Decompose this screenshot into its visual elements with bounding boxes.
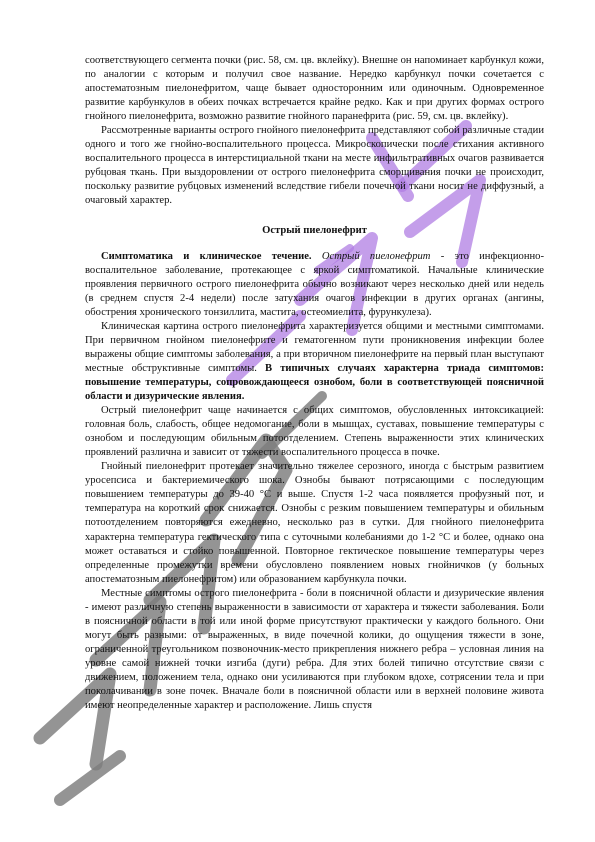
document-page <box>85 54 544 713</box>
section-heading: Острый пиелонефрит <box>262 224 367 236</box>
paragraph-symptoms-text: - это инфекционно-воспалительное заболевание, протекающее с яркой симптоматикой. Начальные клинические проявления первичного острого пиелонефрита обычно возникают через несколько дней или недель (в среднем спустя 2-4 недели) после затухания очагов инфекции в других органах (ангины, обострения хронического тонзиллита, мастита, остеомиелита, фурункулеза). <box>85 250 544 318</box>
paragraph-variants: Рассмотренные варианты острого гнойного пиелонефрита представляют собой различные стадии одного и того же гнойно-воспалительного процесса. Микроскопически после стихания активного воспалительного процесса в интерстициальной ткани на месте инфильтративных очагов развивается рубцовая ткань. При выздоровлении от острого пиелонефрита сморщивания почки не происходит, поскольку развитие рубцовых изменений вследствие гибели почечной ткани носит не диффузный, а очаговый характер. <box>85 125 544 207</box>
paragraph-carbuncle: соответствующего сегмента почки (рис. 58, см. цв. вклейку). Внешне он напоминает карбункул кожи, по аналогии с которым и получил свое название. Нередко карбункул почки сочетается с апостематозным пиелонефритом, чаще бывает односторонним или одиночным. Одновременное развитие карбункулов в обеих почках встречается крайне редко. Как и при других формах острого гнойного пиелонефрита, возможно развитие гнойного паранефрита (рис. 59, см. цв. вклейку). <box>85 55 544 123</box>
paragraph-symptoms <box>85 250 544 320</box>
paragraph-purulent: Гнойный пиелонефрит протекает значительно тяжелее серозного, иногда с быстрым развитием уросепсиса и бактериемического шока. Ознобы бывают потрясающими с последующим повышением температуры до 39-40 °С и выше. Спустя 1-2 часа появляется профузный пот, и температура на короткий срок снижается. Ознобы с резким повышением температуры и обильным потоотделением повторяются ежедневно, несколько раз в сутки. Для гнойного пиелонефрита характерна температура гектического типа с суточными колебаниями до 1-2 °С и более, однако она может оставаться и стойко повышенной. Повторное гектическое повышение температуры через определенные промежутки времени обусловлено появлением новых гнойничков (у больных апостематозным пиелонефритом) или образованием карбункула почки. <box>85 461 544 585</box>
paragraph-clinical-text: Клиническая картина острого пиелонефрита характеризуется общими и местными симптомами. При первичном гнойном пиелонефрите и гематогенном пути проникновения инфекции более выражены общие симптомы заболевания, а при вторичном пиелонефрите на первый план выступают местные обструктивные симптомы. <box>85 320 544 374</box>
paragraph-clinical-picture <box>85 320 544 404</box>
triad-bold: В типичных случаях характерна триада симптомов: повышение температуры, сопровождающееся ознобом, боли в соответствующей поясничной области и дизурические явления. <box>85 362 544 403</box>
term-italic: Острый пиелонефрит <box>321 250 431 262</box>
lead-in-bold: Симптоматика и клиническое течение. <box>101 250 312 262</box>
paragraph-onset: Острый пиелонефрит чаще начинается с общих симптомов, обусловленных интоксикацией: головная боль, слабость, общее недомогание, боли в мышцах, суставах, повышение температуры с ознобом и последующим обильным потоотделением. Степень выраженности этих клинических проявлений различна и зависит от тяжести воспалительного процесса в почке. <box>85 405 544 459</box>
paragraph-local-symptoms: Местные симптомы острого пиелонефрита - боли в поясничной области и дизурические явления - имеют различную степень выраженности в зависимости от характера и тяжести заболевания. Боли в поясничной области в той или иной форме присутствуют практически у каждого больного. Они могут быть разными: от выраженных, в виде почечной колики, до ощущения тяжести в зоне, ограниченной треугольником позвоночник-место прикрепления нижнего ребра – условная линия на уровне самой нижней точки изгиба (дуги) ребра. Для этих болей типично отсутствие связи с движением, положением тела, однако они усиливаются при глубоком вдохе, сотрясении тела и при поколачивании в зоне почек. Вначале боли в поясничной области или в верхней половине живота имеют неопределенные характер и расположение. Лишь спустя <box>85 587 544 712</box>
